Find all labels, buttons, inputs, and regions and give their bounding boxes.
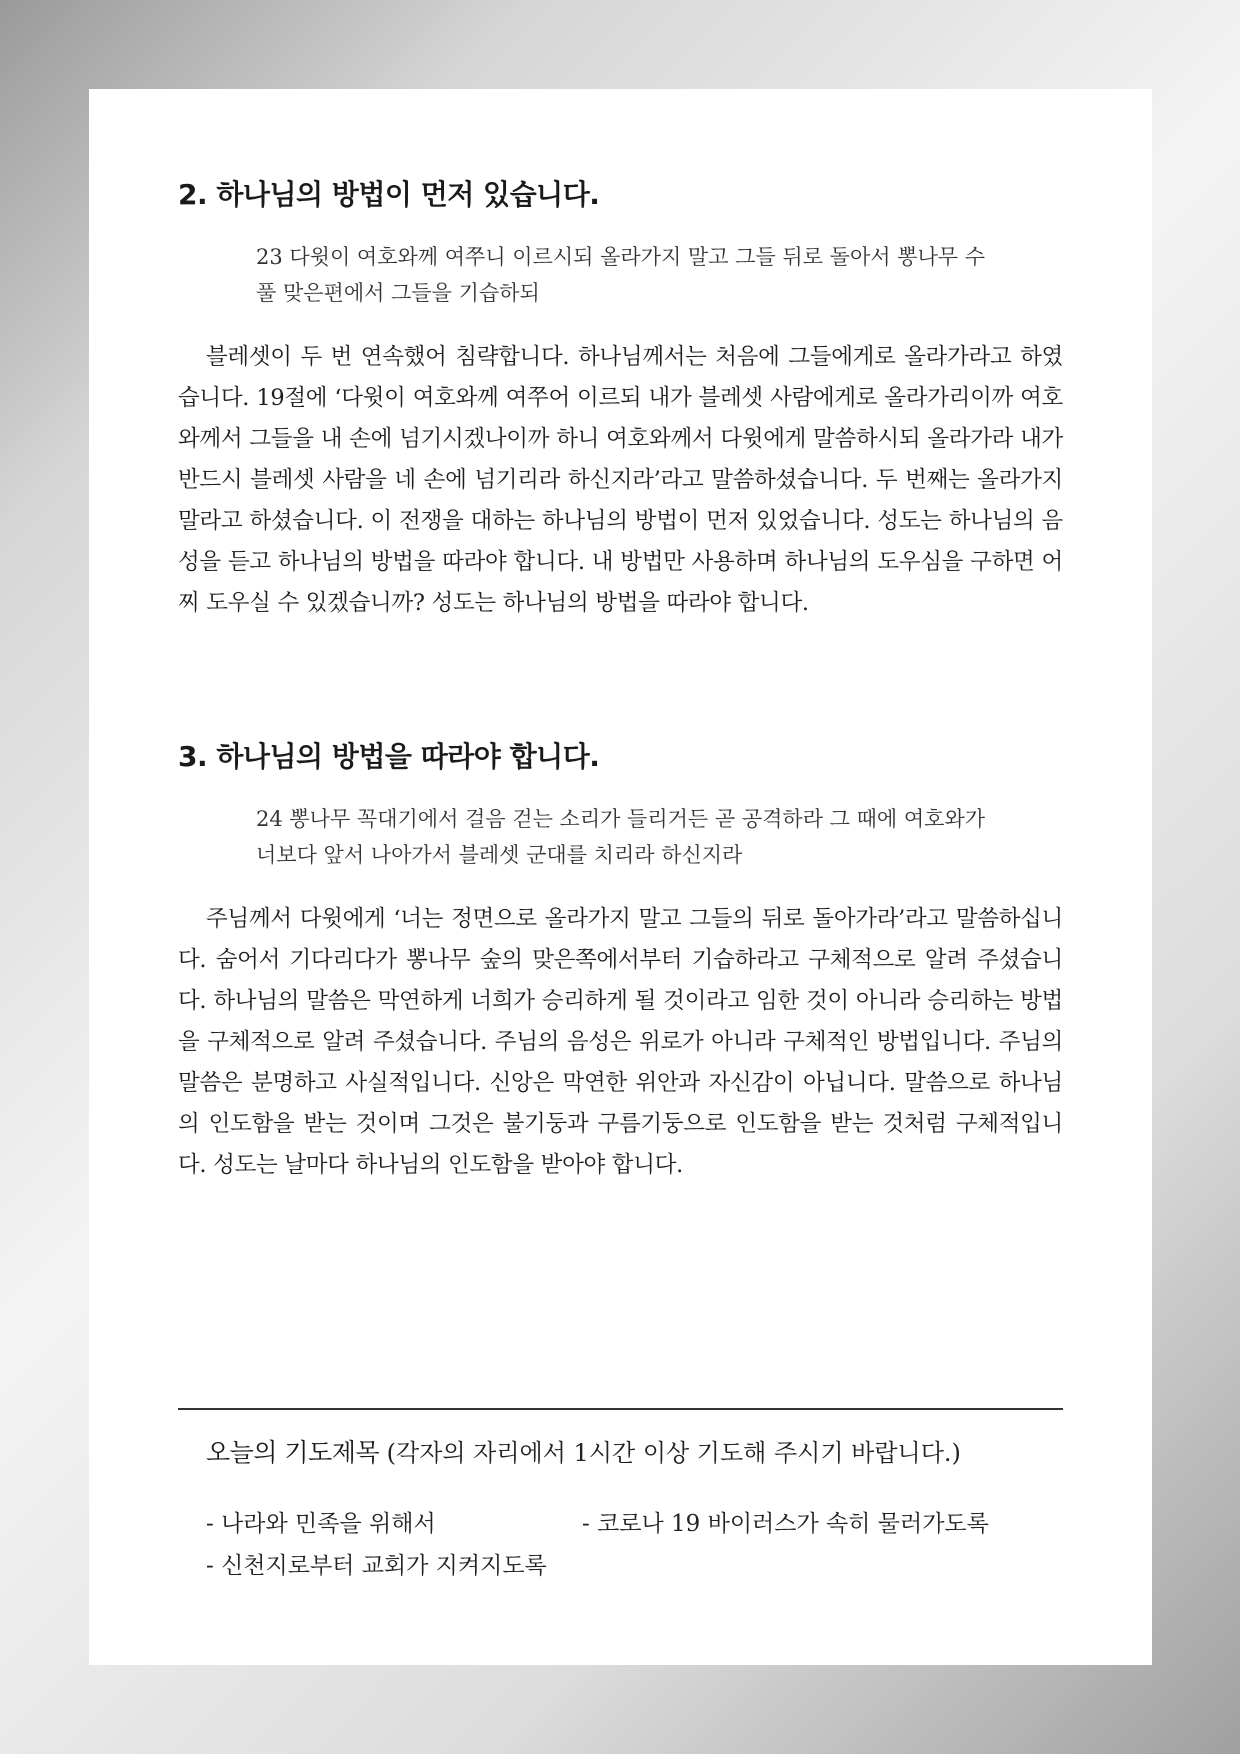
section-3-paragraph: 주님께서 다윗에게 ‘너는 정면으로 올라가지 말고 그들의 뒤로 돌아가라’라고 말씀하십니다. 숨어서 기다리다가 뽕나무 숲의 맞은쪽에서부터 기습하라고 구체적으로 알려 주셨습니다. 하나님의 말씀은 막연하게 너희가 승리하게 될 것이라고 임한 것이 아니라 승리하는 방법을 구체적으로 알려 주셨습니다. 주님의 음성은 위로가 아니라 구체적인 방법입니다. 주님의 말씀은 분명하고 사실적입니다. 신앙은 막연한 위안과 자신감이 아닙니다. 말씀으로 하나님의 인도함을 받는 것이며 그것은 불기둥과 구름기둥으로 인도함을 받는 것처럼 구체적입니다. 성도는 날마다 하나님의 인도함을 받아야 합니다. — [178, 906, 1063, 1178]
section-2-paragraph: 블레셋이 두 번 연속했어 침략합니다. 하나님께서는 처음에 그들에게로 올라가라고 하였습니다. 19절에 ‘다윗이 여호와께 여쭈어 이르되 내가 블레셋 사람에게로 올라가리이까 여호와께서 그들을 내 손에 넘기시겠나이까 하니 여호와께서 다윗에게 말씀하시되 올라가라 내가 반드시 블레셋 사람을 네 손에 넘기리라 하신지라’라고 말씀하셨습니다. 두 번째는 올라가지 말라고 하셨습니다. 이 전쟁을 대하는 하나님의 방법이 먼저 있었습니다. 성도는 하나님의 음성을 듣고 하나님의 방법을 따라야 합니다. 내 방법만 사용하며 하나님의 도우심을 구하면 어찌 도우실 수 있겠습니까? 성도는 하나님의 방법을 따라야 합니다. — [178, 344, 1063, 616]
prayer-item: - 코로나 19 바이러스가 속히 물러가도록 — [582, 1511, 989, 1537]
prayer-subtitle: (각자의 자리에서 1시간 이상 기도해 주시기 바랍니다.) — [386, 1439, 961, 1467]
document-page — [89, 89, 1152, 1665]
section-2-verse: 23 다윗이 여호와께 여쭈니 이르시되 올라가지 말고 그들 뒤로 돌아서 뽕나무 수풀 맞은편에서 그들을 기습하되 — [256, 245, 986, 305]
prayer-item: - 나라와 민족을 위해서 — [206, 1511, 436, 1537]
section-3-heading: 3. 하나님의 방법을 따라야 합니다. — [178, 740, 600, 773]
section-3-verse: 24 뽕나무 꼭대기에서 걸음 걷는 소리가 들리거든 곧 공격하라 그 때에 여호와가 너보다 앞서 나아가서 블레셋 군대를 치리라 하신지라 — [256, 807, 986, 867]
prayer-heading — [206, 1433, 961, 1469]
section-3 — [178, 735, 1063, 1186]
section-2 — [178, 173, 1063, 624]
divider — [178, 1408, 1063, 1410]
prayer-item: - 신천지로부터 교회가 지켜지도록 — [206, 1553, 547, 1579]
section-2-heading: 2. 하나님의 방법이 먼저 있습니다. — [178, 178, 600, 211]
prayer-title: 오늘의 기도제목 — [206, 1438, 379, 1467]
